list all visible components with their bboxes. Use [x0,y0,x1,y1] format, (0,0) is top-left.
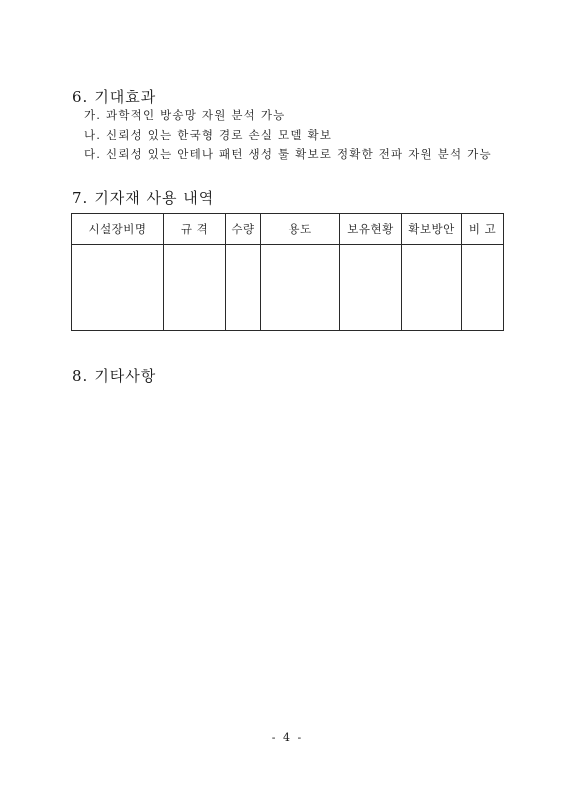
expected-effects-list [84,106,492,165]
list-item: 나. 신뢰성 있는 한국형 경로 손실 모델 확보 [84,127,333,142]
column-header-specification: 규 격 [164,214,226,245]
table-cell [72,245,164,331]
column-header-equipment-name: 시설장비명 [72,214,164,245]
section-8-number: 8. [72,367,89,385]
column-header-remarks: 비 고 [462,214,504,245]
list-item: 가. 과학적인 방송망 자원 분석 가능 [84,108,286,122]
table-cell [226,245,261,331]
page-number: - 4 - [271,731,304,744]
table-cell [164,245,226,331]
table-cell [462,245,504,331]
table-header-row [72,214,504,245]
section-7-heading [72,187,214,208]
section-7-title: 기자재 사용 내역 [94,189,215,207]
equipment-usage-table [71,213,504,331]
column-header-purpose: 용도 [261,214,340,245]
list-item: 다. 신뢰성 있는 안테나 패턴 생성 툴 확보로 정확한 전파 자원 분석 가능 [84,147,492,161]
table-row [72,245,504,331]
table-cell [261,245,340,331]
table-cell [340,245,402,331]
column-header-quantity: 수량 [226,214,261,245]
section-6-heading [72,86,156,107]
section-6-number: 6. [72,88,89,106]
column-header-acquisition-plan: 확보방안 [402,214,462,245]
section-8-heading [72,365,156,386]
table-cell [402,245,462,331]
section-7-number: 7. [72,189,89,207]
section-6-title: 기대효과 [94,88,157,106]
section-8-title: 기타사항 [94,367,157,385]
column-header-holding-status: 보유현황 [340,214,402,245]
